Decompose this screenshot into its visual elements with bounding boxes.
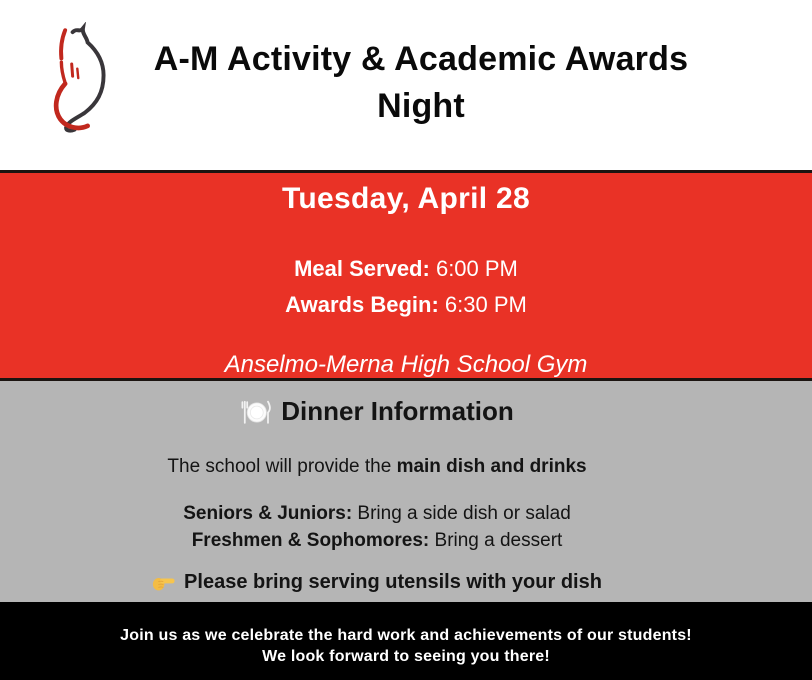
event-details-section xyxy=(0,173,812,378)
school-provides-line: The school will provide the main dish and drinks xyxy=(167,456,587,477)
footer-line-2: We look forward to seeing you there! xyxy=(262,648,550,665)
event-date: Tuesday, April 28 xyxy=(282,182,530,215)
freshmen-sophomores-line: Freshmen & Sophomores: Bring a dessert xyxy=(191,530,563,551)
flyer-header xyxy=(0,0,812,170)
class-assignments xyxy=(0,500,754,554)
flyer-footer xyxy=(0,602,812,680)
title-line-2: Night xyxy=(377,87,465,125)
page-title xyxy=(0,36,812,130)
dinner-info-section xyxy=(0,381,812,602)
seniors-juniors-line: Seniors & Juniors: Bring a side dish or salad xyxy=(183,503,571,524)
dinner-heading-text: Dinner Information xyxy=(281,396,514,426)
meal-served-line xyxy=(0,251,812,287)
serving-utensils-text: Please bring serving utensils with your dish xyxy=(184,571,602,593)
awards-begin-line xyxy=(0,287,812,323)
dinner-heading xyxy=(0,396,754,426)
title-line-1: A-M Activity & Academic Awards xyxy=(153,40,689,78)
event-times xyxy=(0,251,812,323)
meal-served-label: Meal Served: xyxy=(294,256,430,281)
awards-begin-label: Awards Begin: xyxy=(285,292,439,317)
meal-served-time: 6:00 PM xyxy=(435,256,518,281)
serving-utensils-note xyxy=(0,569,754,595)
pointing-right-hand-icon xyxy=(152,573,175,591)
event-venue: Anselmo-Merna High School Gym xyxy=(224,351,588,378)
plate-with-cutlery-icon xyxy=(240,399,272,426)
footer-line-1: Join us as we celebrate the hard work and achievements of our students! xyxy=(120,627,692,644)
awards-begin-time: 6:30 PM xyxy=(444,292,527,317)
